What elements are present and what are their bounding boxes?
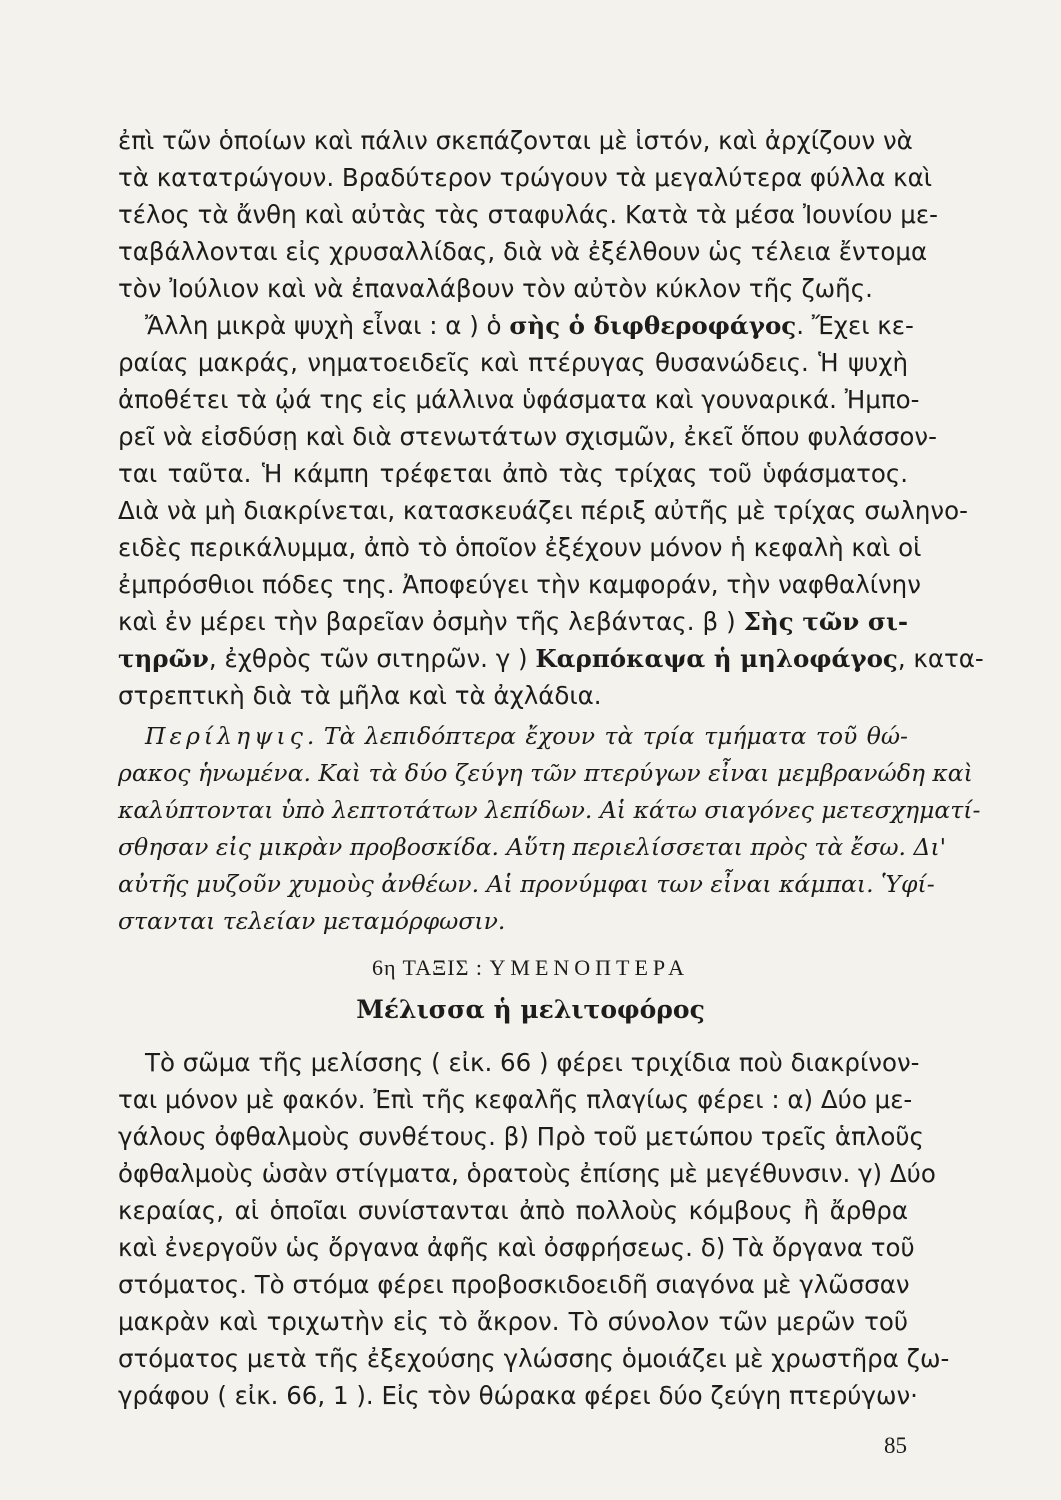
summary-line: στανται τελείαν μεταμόρφωσιν. <box>118 907 506 935</box>
text-run: . Τὰ λεπιδόπτερα ἔχουν τὰ τρία τμήματα τοῦ θώ- <box>306 722 908 750</box>
section-heading <box>0 955 1061 981</box>
text-line: ραίας μακράς, νηματοειδεῖς καὶ πτέρυγας θυσανώδεις. Ἡ ψυχὴ <box>118 348 908 377</box>
text-line: ἐμπρόσθιοι πόδες της. Ἀποφεύγει τὴν καμφοράν, τὴν ναφθαλίνην <box>118 570 921 599</box>
text-line: στρεπτικὴ διὰ τὰ μῆλα καὶ τὰ ἀχλάδια. <box>118 681 602 710</box>
text-line: κεραίας, αἱ ὁποῖαι συνίστανται ἀπὸ πολλοὺς κόμβους ἢ ἄρθρα <box>118 1196 908 1225</box>
text-line <box>118 644 984 674</box>
section-title: Μέλισσα ἡ μελιτοφόρος <box>356 995 705 1024</box>
species-name: τηρῶν <box>118 644 209 673</box>
species-name: σὴς ὁ διφθεροφάγος <box>509 311 797 340</box>
text-run: καὶ ἐν μέρει τὴν βαρεῖαν ὀσμὴν τῆς λεβάντας. β ) <box>118 607 744 636</box>
text-line: στόματος. Τὸ στόμα φέρει προβοσκιδοειδῆ σιαγόνα μὲ γλῶσσαν <box>118 1270 910 1299</box>
text-line <box>145 311 914 341</box>
text-line: καὶ ἐνεργοῦν ὡς ὄργανα ἀφῆς καὶ ὀσφρήσεως. δ) Τὰ ὄργανα τοῦ <box>118 1233 915 1262</box>
text-line: Διὰ νὰ μὴ διακρίνεται, κατασκευάζει πέριξ αὐτῆς μὲ τρίχας σωληνο- <box>118 496 968 525</box>
text-line: ειδὲς περικάλυμμα, ἀπὸ τὸ ὁποῖον ἐξέχουν μόνον ἡ κεφαλὴ καὶ οἱ <box>118 533 922 562</box>
text-line: γράφου ( εἰκ. 66, 1 ). Εἰς τὸν θώρακα φέρει δύο ζεύγη πτερύγων· <box>118 1381 918 1410</box>
text-line: ἐπὶ τῶν ὁποίων καὶ πάλιν σκεπάζονται μὲ ἱστόν, καὶ ἀρχίζουν νὰ <box>118 126 913 155</box>
text-line: ἀποθέτει τὰ ᾠά της εἰς μάλλινα ὑφάσματα καὶ γουναρικά. Ἠμπο- <box>118 385 920 414</box>
text-line <box>118 607 908 637</box>
text-line: Τὸ σῶμα τῆς μελίσσης ( εἰκ. 66 ) φέρει τριχίδια ποὺ διακρίνον- <box>145 1048 920 1077</box>
summary-line: σθησαν εἰς μικρὰν προβοσκίδα. Αὕτη περιελίσσεται πρὸς τὰ ἔσω. Δι' <box>118 833 947 861</box>
text-run: Ἄλλη μικρὰ ψυχὴ εἶναι : α ) ὁ <box>145 311 510 340</box>
text-line: τὸν Ἰούλιον καὶ νὰ ἐπαναλάβουν τὸν αὐτὸν κύκλον τῆς ζωῆς. <box>118 274 873 303</box>
text-line: ται ταῦτα. Ἡ κάμπη τρέφεται ἀπὸ τὰς τρίχας τοῦ ὑφάσματος. <box>118 459 908 488</box>
summary-label: Περίληψις <box>145 722 307 750</box>
summary-line: αὐτῆς μυζοῦν χυμοὺς ἀνθέων. Αἱ προνύμφαι των εἶναι κάμπαι. Ὑφί- <box>118 870 935 898</box>
summary-line <box>145 721 908 751</box>
text-line: τέλος τὰ ἄνθη καὶ αὐτὰς τὰς σταφυλάς. Κατὰ τὰ μέσα Ἰουνίου με- <box>118 200 938 229</box>
species-name: Καρπόκαψα ἡ μηλοφάγος <box>535 644 898 673</box>
text-line: γάλους ὀφθαλμοὺς συνθέτους. β) Πρὸ τοῦ μετώπου τρεῖς ἁπλοῦς <box>118 1122 924 1151</box>
species-name: Σὴς τῶν σι- <box>743 607 908 636</box>
text-line: ρεῖ νὰ εἰσδύσῃ καὶ διὰ στενωτάτων σχισμῶν, ἐκεῖ ὅπου φυλάσσον- <box>118 422 937 451</box>
text-line: μακρὰν καὶ τριχωτὴν εἰς τὸ ἄκρον. Τὸ σύνολον τῶν μερῶν τοῦ <box>118 1307 908 1336</box>
text-run: . Ἔχει κε- <box>796 311 914 340</box>
text-line: ται μόνον μὲ φακόν. Ἐπὶ τῆς κεφαλῆς πλαγίως φέρει : α) Δύο με- <box>118 1085 913 1114</box>
text-line: ταβάλλονται εἰς χρυσαλλίδας, διὰ νὰ ἐξέλθουν ὡς τέλεια ἔντομα <box>118 237 928 266</box>
text-line: στόματος μετὰ τῆς ἐξεχούσης γλώσσης ὁμοιάζει μὲ χρωστῆρα ζω- <box>118 1344 950 1373</box>
order-name: ΥΜΕΝΟΠΤΕΡΑ <box>489 955 690 980</box>
text-run: , κατα- <box>897 644 984 673</box>
summary-line: καλύπτονται ὑπὸ λεπτοτάτων λεπίδων. Αἱ κάτω σιαγόνες μετεσχηματί- <box>118 796 981 824</box>
text-line: τὰ κατατρώγουν. Βραδύτερον τρώγουν τὰ μεγαλύτερα φύλλα καὶ <box>118 163 933 192</box>
text-run: , ἐχθρὸς τῶν σιτηρῶν. γ ) <box>208 644 536 673</box>
summary-line: ρακος ἡνωμένα. Καὶ τὰ δύο ζεύγη τῶν πτερύγων εἶναι μεμβρανώδη καὶ <box>118 759 973 787</box>
text-line: ὀφθαλμοὺς ὡσὰν στίγματα, ὁρατοὺς ἐπίσης μὲ μεγέθυνσιν. γ) Δύο <box>118 1159 936 1188</box>
page-number: 85 <box>884 1433 907 1458</box>
order-label: 6η ΤΑΞΙΣ : <box>371 955 490 980</box>
